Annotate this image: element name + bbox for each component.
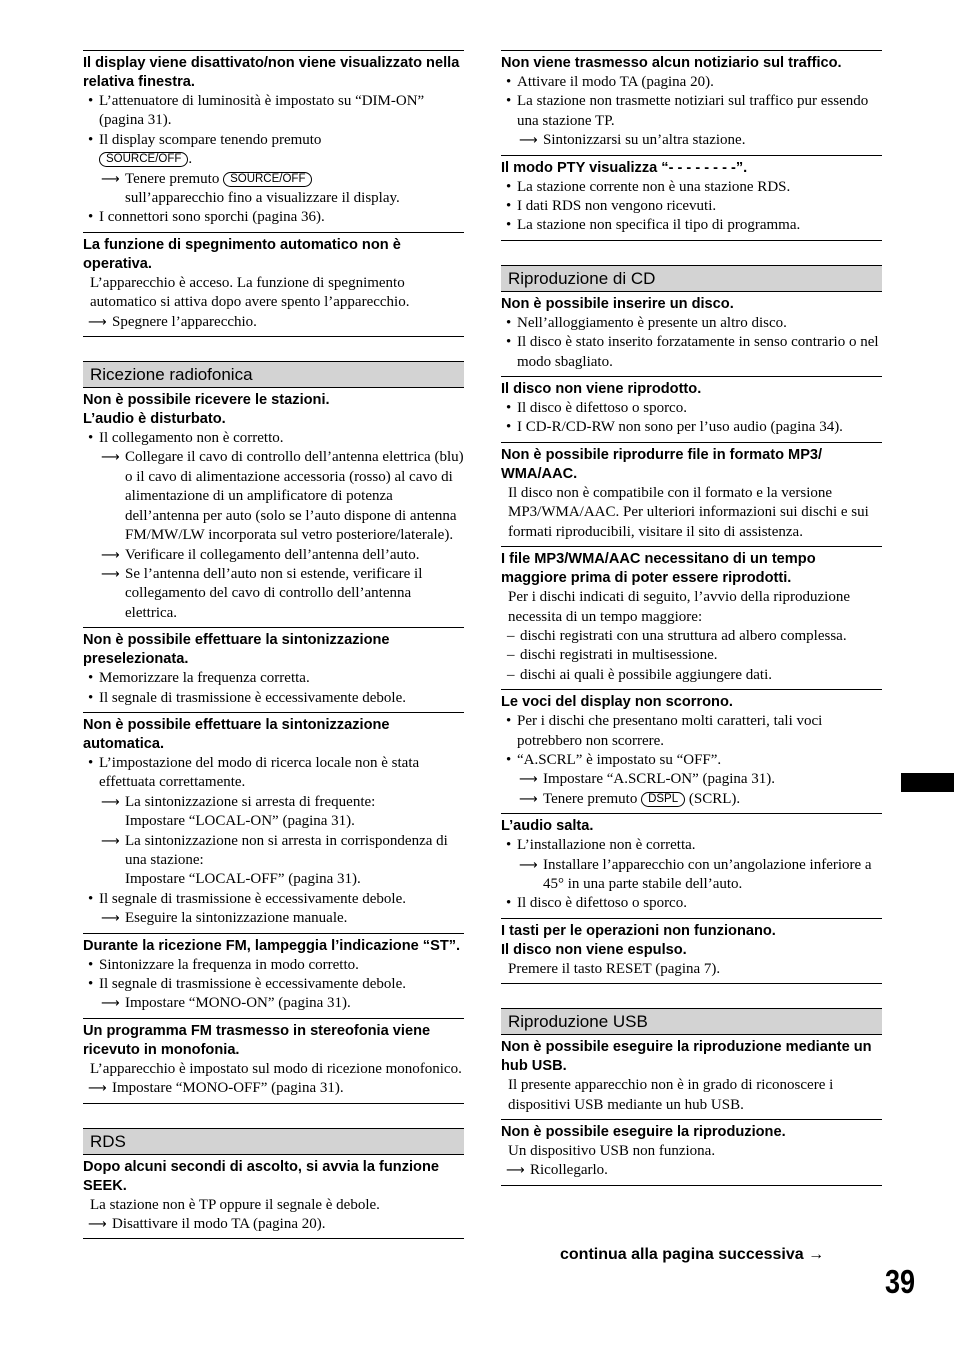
entry-heading: Il disco non viene riprodotto. (501, 381, 702, 398)
right-arrow-icon: ⟶ (519, 857, 538, 873)
entry-heading: Non è possibile eseguire la riproduzione mediante un hub USB. (501, 1039, 872, 1075)
right-arrow-icon: ⟶ (101, 996, 120, 1012)
bullet: • Il disco è difettoso o sporco. (501, 399, 882, 418)
bullet: • Il segnale di trasmissione è eccessivamente debole. (83, 975, 464, 994)
bullet: • Memorizzare la frequenza corretta. (83, 669, 464, 688)
bullet: • “A.SCRL” è impostato su “OFF”. (501, 751, 882, 770)
entry-pty-dashes (501, 155, 882, 240)
right-arrow-icon: ⟶ (101, 566, 120, 582)
remedy: ⟶ Tenere premuto SOURCE/OFF sull’apparecchio fino a visualizzare il display. (101, 170, 400, 207)
remedy: ⟶ Verificare il collegamento dell’antenna dell’auto. (83, 546, 464, 565)
bullet: • Il display scompare tenendo premuto SOURCE/OFF . (83, 131, 464, 170)
entry-disc-not-playing (501, 376, 882, 442)
remedy: ⟶ Disattivare il modo TA (pagina 20). (83, 1215, 464, 1234)
remedy: ⟶ Impostare “A.SCRL-ON” (pagina 31). (501, 770, 882, 789)
entry-heading: Durante la ricezione FM, lampeggia l’indicazione “ST”. (83, 937, 461, 954)
bullet: • I CD-R/CD-RW non sono per l’uso audio (pagina 34). (501, 418, 882, 437)
dash-item: – dischi registrati in multisessione. (501, 646, 882, 665)
right-arrow-icon: ⟶ (101, 911, 120, 927)
entry-heading: Non è possibile ricevere le stazioni. L’audio è disturbato. (83, 392, 330, 428)
entry-heading: La funzione di spegnimento automatico non è operativa. (83, 236, 401, 272)
entry-usb-no-playback (501, 1119, 882, 1185)
remedy: ⟶ Impostare “MONO-ON” (pagina 31). (83, 994, 464, 1013)
entry-usb-hub (501, 1035, 882, 1119)
bullet: • Per i dischi che presentano molti caratteri, tali voci potrebbero non scorrere. (501, 712, 882, 751)
entry-auto-off (83, 232, 464, 336)
paragraph: Il disco non è compatibile con il formato e la versione MP3/WMA/AAC. Per ulteriori informazioni sui dischi e sui formati riproducibili, visitare il sito di assistenza. (508, 484, 869, 540)
source-off-button-label: SOURCE/OFF (223, 172, 312, 187)
right-arrow-icon: ⟶ (506, 1163, 525, 1179)
dash-item: – dischi registrati con una struttura ad albero complessa. (501, 627, 882, 646)
right-arrow-icon: ⟶ (519, 772, 538, 788)
left-column (83, 50, 464, 1239)
bullet: • Il disco è difettoso o sporco. (501, 894, 882, 913)
entry-heading: Il modo PTY visualizza “- - - - - - - -”. (501, 159, 748, 176)
remedy: ⟶ La sintonizzazione non si arresta in corrispondenza di una stazione: Impostare “LOCAL-OFF” (pagina 31). (101, 832, 448, 888)
entry-mp3-not-playing (501, 442, 882, 546)
bullet: • La stazione non trasmette notiziari sul traffico pur essendo una stazione TP. (501, 92, 882, 131)
bullet: • La stazione corrente non è una stazione RDS. (501, 178, 882, 197)
entry-heading: Dopo alcuni secondi di ascolto, si avvia la funzione SEEK. (83, 1158, 440, 1194)
right-arrow-icon: ⟶ (88, 314, 107, 330)
entry-heading: Non viene trasmesso alcun notiziario sul traffico. (501, 55, 842, 71)
paragraph: L’apparecchio è impostato sul modo di ricezione monofonico. (90, 1060, 462, 1077)
bullet: • Sintonizzare la frequenza in modo corretto. (83, 956, 464, 975)
bullet: • Il segnale di trasmissione è eccessivamente debole. (83, 890, 464, 909)
entry-heading: Un programma FM trasmesso in stereofonia viene ricevuto in monofonia. (83, 1022, 431, 1058)
entry-sound-skips (501, 813, 882, 918)
right-arrow-icon: ⟶ (101, 794, 120, 810)
right-arrow-icon: ⟶ (519, 133, 538, 149)
paragraph: L’apparecchio è acceso. La funzione di spegnimento automatico si attiva dopo avere spento l’apparecchio. (90, 274, 410, 311)
bullet: • Il collegamento non è corretto. (83, 429, 464, 448)
entry-auto-tuning (83, 712, 464, 933)
entry-buttons-not-working (501, 918, 882, 983)
remedy: ⟶ Sintonizzarsi su un’altra stazione. (501, 131, 882, 150)
paragraph: Il presente apparecchio non è in grado di riconoscere i dispositivi USB mediante un hub USB. (508, 1077, 834, 1113)
paragraph: Premere il tasto RESET (pagina 7). (508, 960, 721, 977)
chapter-tab-marker (901, 773, 954, 792)
right-arrow-icon: ⟶ (101, 450, 120, 466)
page-number: 39 (885, 1263, 916, 1300)
entry-preset-tuning (83, 627, 464, 712)
remedy: ⟶ Installare l’apparecchio con un’angolazione inferiore a 45° in una parte stabile dell’auto. (519, 856, 872, 892)
remedy: ⟶ Tenere premuto DSPL (SCRL). (501, 790, 882, 809)
section-title-radio: Ricezione radiofonica (83, 361, 464, 388)
entry-heading: Non è possibile effettuare la sintonizzazione preselezionata. (83, 632, 390, 668)
bullet: • Attivare il modo TA (pagina 20). (501, 73, 882, 92)
entry-heading: Non è possibile effettuare la sintonizzazione automatica. (83, 716, 390, 752)
entry-heading: Il display viene disattivato/non viene visualizzato nella relativa finestra. (83, 55, 460, 90)
bullet: • La stazione non specifica il tipo di programma. (501, 216, 882, 235)
entry-seek-starts (83, 1155, 464, 1239)
entry-heading: I file MP3/WMA/AAC necessitano di un tempo maggiore prima di poter essere riprodotti. (501, 551, 816, 587)
bullet: • L’impostazione del modo di ricerca locale non è stata effettuata correttamente. (83, 754, 464, 793)
dash-item: – dischi ai quali è possibile aggiungere dati. (501, 666, 882, 685)
remedy: ⟶ Se l’antenna dell’auto non si estende, verificare il collegamento del cavo di controllo dell’antenna elettrica. (101, 565, 423, 621)
bullet: • L’installazione non è corretta. (501, 836, 882, 855)
source-off-button-label: SOURCE/OFF (99, 152, 188, 167)
right-arrow-icon: ⟶ (101, 547, 120, 563)
bullet: • Nell’alloggiamento è presente un altro disco. (501, 314, 882, 333)
section-title-usb: Riproduzione USB (501, 1008, 882, 1035)
entry-display-off (83, 50, 464, 232)
entry-heading: L’audio salta. (501, 818, 594, 835)
entry-heading: Non è possibile eseguire la riproduzione. (501, 1124, 786, 1140)
entry-mp3-slow-start (501, 546, 882, 689)
entry-display-not-scrolling (501, 689, 882, 813)
right-arrow-icon: ⟶ (101, 833, 120, 849)
entry-no-stations (83, 388, 464, 627)
bullet: • I connettori sono sporchi (pagina 36). (83, 208, 464, 227)
section-title-rds: RDS (83, 1128, 464, 1155)
bullet: • I dati RDS non vengono ricevuti. (501, 197, 882, 216)
entry-no-traffic-news (501, 50, 882, 155)
remedy: ⟶ Eseguire la sintonizzazione manuale. (83, 909, 464, 928)
right-arrow-icon: ⟶ (101, 171, 120, 187)
entry-heading: I tasti per le operazioni non funzionano. Il disco non viene espulso. (501, 922, 776, 958)
entry-heading: Non è possibile riprodurre file in formato MP3/ WMA/AAC. (501, 446, 823, 482)
entry-mono-reception (83, 1018, 464, 1103)
right-arrow-icon: ⟶ (88, 1217, 107, 1233)
bullet: • L’attenuatore di luminosità è impostato su “DIM-ON” (pagina 31). (83, 92, 464, 131)
bullet: • Il disco è stato inserito forzatamente in senso contrario o nel modo sbagliato. (501, 333, 882, 372)
entry-heading: Le voci del display non scorrono. (501, 694, 733, 711)
right-arrow-icon: ⟶ (88, 1081, 107, 1097)
continue-next-page: continua alla pagina successiva → (560, 1246, 825, 1263)
paragraph: Per i dischi indicati di seguito, l’avvio della riproduzione necessita di un tempo maggiore: (508, 589, 851, 625)
entry-st-blinks (83, 933, 464, 1018)
entry-cannot-insert-disc (501, 292, 882, 376)
remedy: ⟶ Impostare “MONO-OFF” (pagina 31). (83, 1079, 464, 1098)
entry-heading: Non è possibile inserire un disco. (501, 295, 734, 312)
bullet: • Il segnale di trasmissione è eccessivamente debole. (83, 689, 464, 708)
right-column (501, 50, 882, 1186)
section-title-cd: Riproduzione di CD (501, 265, 882, 292)
right-arrow-icon: ⟶ (519, 791, 538, 807)
paragraph: Un dispositivo USB non funziona. (508, 1143, 716, 1159)
remedy: ⟶ Collegare il cavo di controllo dell’antenna elettrica (blu) o il cavo di alimentazione accessoria (rosso) al cavo di alimentazione di un amplificatore di potenza dell’antenna per auto (solo se l’auto dispone di antenna FM/MW/LW incorporata sul vetro posteriore/laterale). (101, 449, 464, 544)
remedy: ⟶ La sintonizzazione si arresta di frequente: Impostare “LOCAL-ON” (pagina 31). (101, 793, 376, 830)
remedy: ⟶ Spegnere l’apparecchio. (83, 313, 464, 332)
remedy: ⟶ Ricollegarlo. (501, 1161, 882, 1180)
paragraph: La stazione non è TP oppure il segnale è debole. (90, 1196, 380, 1213)
dspl-button-label: DSPL (641, 792, 685, 807)
